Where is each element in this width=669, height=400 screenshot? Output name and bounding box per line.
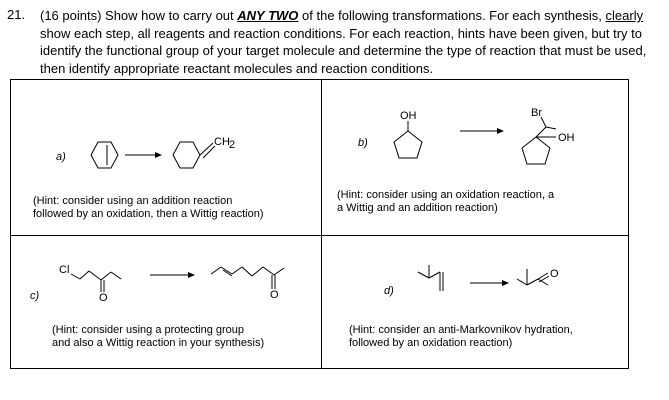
question-number: 21.	[7, 7, 26, 22]
product-c-o-label: O	[270, 289, 279, 301]
hint-b-line2: a Wittig and an addition reaction)	[337, 201, 498, 214]
hint-b-line1: (Hint: consider using an oxidation reaction, a	[337, 189, 555, 201]
product-d-o-label: O	[550, 268, 559, 280]
question-points: (16 points)	[40, 8, 102, 23]
clearly-emphasis: clearly	[605, 8, 644, 23]
product-b-br-label: Br	[531, 107, 542, 119]
hint-d	[349, 324, 573, 349]
methylbutene-structure	[418, 265, 443, 291]
product-a-ch-label: CH	[214, 136, 230, 148]
hint-a	[33, 195, 264, 220]
reactant-b-oh-label: OH	[400, 110, 417, 122]
reactant-c-o-label: O	[99, 292, 108, 304]
methylbutanone-structure	[517, 269, 549, 285]
question-intro-mid: of the following transformations. For each synthesis,	[298, 8, 606, 23]
product-a-subscript: 2	[229, 139, 236, 151]
reactant-c-cl-label: Cl	[59, 264, 70, 276]
any-two-emphasis: ANY TWO	[237, 8, 299, 23]
question-intro: Show how to carry out	[101, 8, 238, 23]
bromo-cyclopentanol-structure	[522, 117, 556, 164]
cyclohexene-structure	[91, 142, 118, 168]
label-a: a)	[56, 151, 66, 163]
hint-d-line2: followed by an oxidation reaction)	[349, 336, 513, 349]
hint-c-line1: (Hint: consider using a protecting group	[52, 324, 244, 336]
reaction-arrow-b	[460, 128, 504, 134]
hint-c-line2: and also a Wittig reaction in your synthesis)	[52, 336, 265, 349]
label-c: c)	[30, 290, 40, 302]
methylenecyclohexane-structure	[173, 142, 215, 168]
reaction-arrow-d	[470, 280, 509, 286]
hint-a-line1: (Hint: consider using an addition reaction	[33, 195, 233, 207]
hint-a-line2: followed by an oxidation, then a Wittig reaction)	[33, 207, 264, 220]
reaction-arrow-a	[125, 152, 162, 158]
product-b-oh-label: OH	[558, 132, 575, 144]
label-d: d)	[384, 285, 394, 297]
cyclopentanol-structure	[394, 121, 422, 158]
chloro-ketone-structure	[71, 271, 121, 292]
label-b: b)	[358, 137, 368, 149]
hint-b	[337, 189, 554, 214]
hint-d-line1: (Hint: consider an anti-Markovnikov hydration,	[349, 324, 573, 336]
unsaturated-ketone-structure	[211, 267, 284, 289]
question-instructions: show each step, all reagents and reaction conditions. For each reaction, hints have been given, but try to identify the functional group of your target molecule and determine the type of reaction that must be used, then identify appropriate reactant molecules and reaction conditions.	[40, 25, 647, 76]
reaction-arrow-c	[150, 272, 195, 278]
hint-c	[52, 324, 264, 349]
